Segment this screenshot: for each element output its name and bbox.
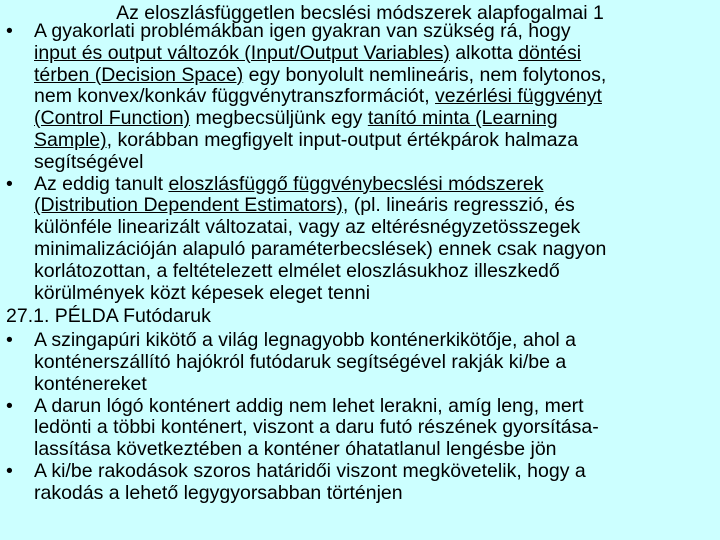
text-segment: A szingapúri kikötő a világ legnagyobb konténerkikötője, ahol a bbox=[34, 329, 577, 352]
bullet-icon: • bbox=[6, 394, 13, 417]
text-line bbox=[34, 174, 718, 196]
bullet-icon: • bbox=[6, 459, 13, 482]
text-line bbox=[34, 195, 718, 217]
slide-title: Az eloszlásfüggetlen becslési módszerek alapfogalmai 1 bbox=[116, 2, 604, 24]
text-segment: konténereket bbox=[34, 372, 147, 395]
text-line bbox=[34, 152, 718, 174]
text-line bbox=[34, 483, 718, 505]
bullet-item bbox=[6, 396, 718, 461]
text-line bbox=[34, 130, 718, 152]
text-segment: ledönti a többi konténert, viszont a daru futó részének gyorsítása- bbox=[34, 416, 599, 439]
text-line bbox=[34, 239, 718, 261]
underlined-term: térben (Decision Space) bbox=[34, 63, 244, 86]
underlined-term: input és output változók (Input/Output Variables) bbox=[34, 41, 450, 64]
text-segment: Az eddig tanult bbox=[34, 172, 169, 195]
bullet-icon: • bbox=[6, 20, 13, 42]
bullet-item bbox=[6, 330, 718, 395]
text-segment: alkotta bbox=[449, 41, 519, 64]
bullet-item bbox=[6, 21, 718, 174]
text-segment: A gyakorlati problémákban igen gyakran van szükség rá, hogy bbox=[34, 20, 571, 42]
text-segment: , korábban megfigyelt input-output értékpárok halmaza bbox=[106, 128, 579, 151]
text-segment: lassítása következtében a konténer óhatatlanul lengésbe jön bbox=[34, 438, 557, 461]
text-line bbox=[34, 374, 718, 396]
text-line bbox=[34, 65, 718, 87]
text-line bbox=[34, 21, 718, 43]
text-line bbox=[34, 439, 718, 461]
text-line bbox=[34, 461, 718, 483]
text-line bbox=[34, 396, 718, 418]
text-line bbox=[34, 352, 718, 374]
bullet-item bbox=[6, 461, 718, 505]
text-line bbox=[34, 283, 718, 305]
text-segment: különféle linearizált változatai, vagy az eltérésnégyzetösszegek bbox=[34, 216, 581, 239]
text-line bbox=[34, 217, 718, 239]
text-segment: A ki/be rakodások szoros határidői viszont megkövetelik, hogy a bbox=[34, 459, 586, 482]
underlined-term: (Control Function) bbox=[34, 107, 191, 130]
text-segment: rakodás a lehető legygyorsabban történjen bbox=[34, 481, 403, 504]
text-segment: , (pl. lineáris regresszió, és bbox=[342, 194, 575, 217]
slide-content bbox=[6, 21, 718, 505]
text-segment: körülmények közt képesek eleget tenni bbox=[34, 281, 371, 304]
underlined-term: (Distribution Dependent Estimators) bbox=[34, 194, 343, 217]
underlined-term: tanító minta (Learning bbox=[367, 107, 558, 130]
bullet-item bbox=[6, 174, 718, 305]
text-line bbox=[6, 306, 718, 328]
text-line bbox=[34, 43, 718, 65]
text-segment: nem konvex/konkáv függvénytranszformációt, bbox=[34, 85, 436, 108]
text-segment: minimalizációján alapuló paraméterbecslések) ennek csak nagyon bbox=[34, 237, 607, 260]
text-line bbox=[34, 261, 718, 283]
text-segment: egy bonyolult nemlineáris, nem folytonos, bbox=[243, 63, 607, 86]
text-segment: konténerszállító hajókról futódaruk segítségével rakják ki/be a bbox=[34, 350, 567, 373]
text-segment: korlátozottan, a feltételezett elmélet eloszlásukhoz illeszkedő bbox=[34, 259, 560, 282]
text-line bbox=[34, 108, 718, 130]
bullet-icon: • bbox=[6, 329, 13, 352]
text-segment: megbecsüljünk egy bbox=[190, 107, 368, 130]
text-line bbox=[34, 86, 718, 108]
section-heading bbox=[6, 306, 718, 328]
text-segment: 27.1. PÉLDA Futódaruk bbox=[6, 305, 211, 328]
text-line bbox=[34, 417, 718, 439]
underlined-term: eloszlásfüggő függvénybecslési módszerek bbox=[168, 172, 544, 195]
underlined-term: vezérlési függvényt bbox=[435, 85, 602, 108]
text-segment: A darun lógó konténert addig nem lehet lerakni, amíg leng, mert bbox=[34, 394, 584, 417]
text-line bbox=[34, 330, 718, 352]
text-segment: segítségével bbox=[34, 150, 144, 173]
bullet-icon: • bbox=[6, 172, 13, 195]
underlined-term: Sample) bbox=[34, 128, 107, 151]
underlined-term: döntési bbox=[518, 41, 582, 64]
